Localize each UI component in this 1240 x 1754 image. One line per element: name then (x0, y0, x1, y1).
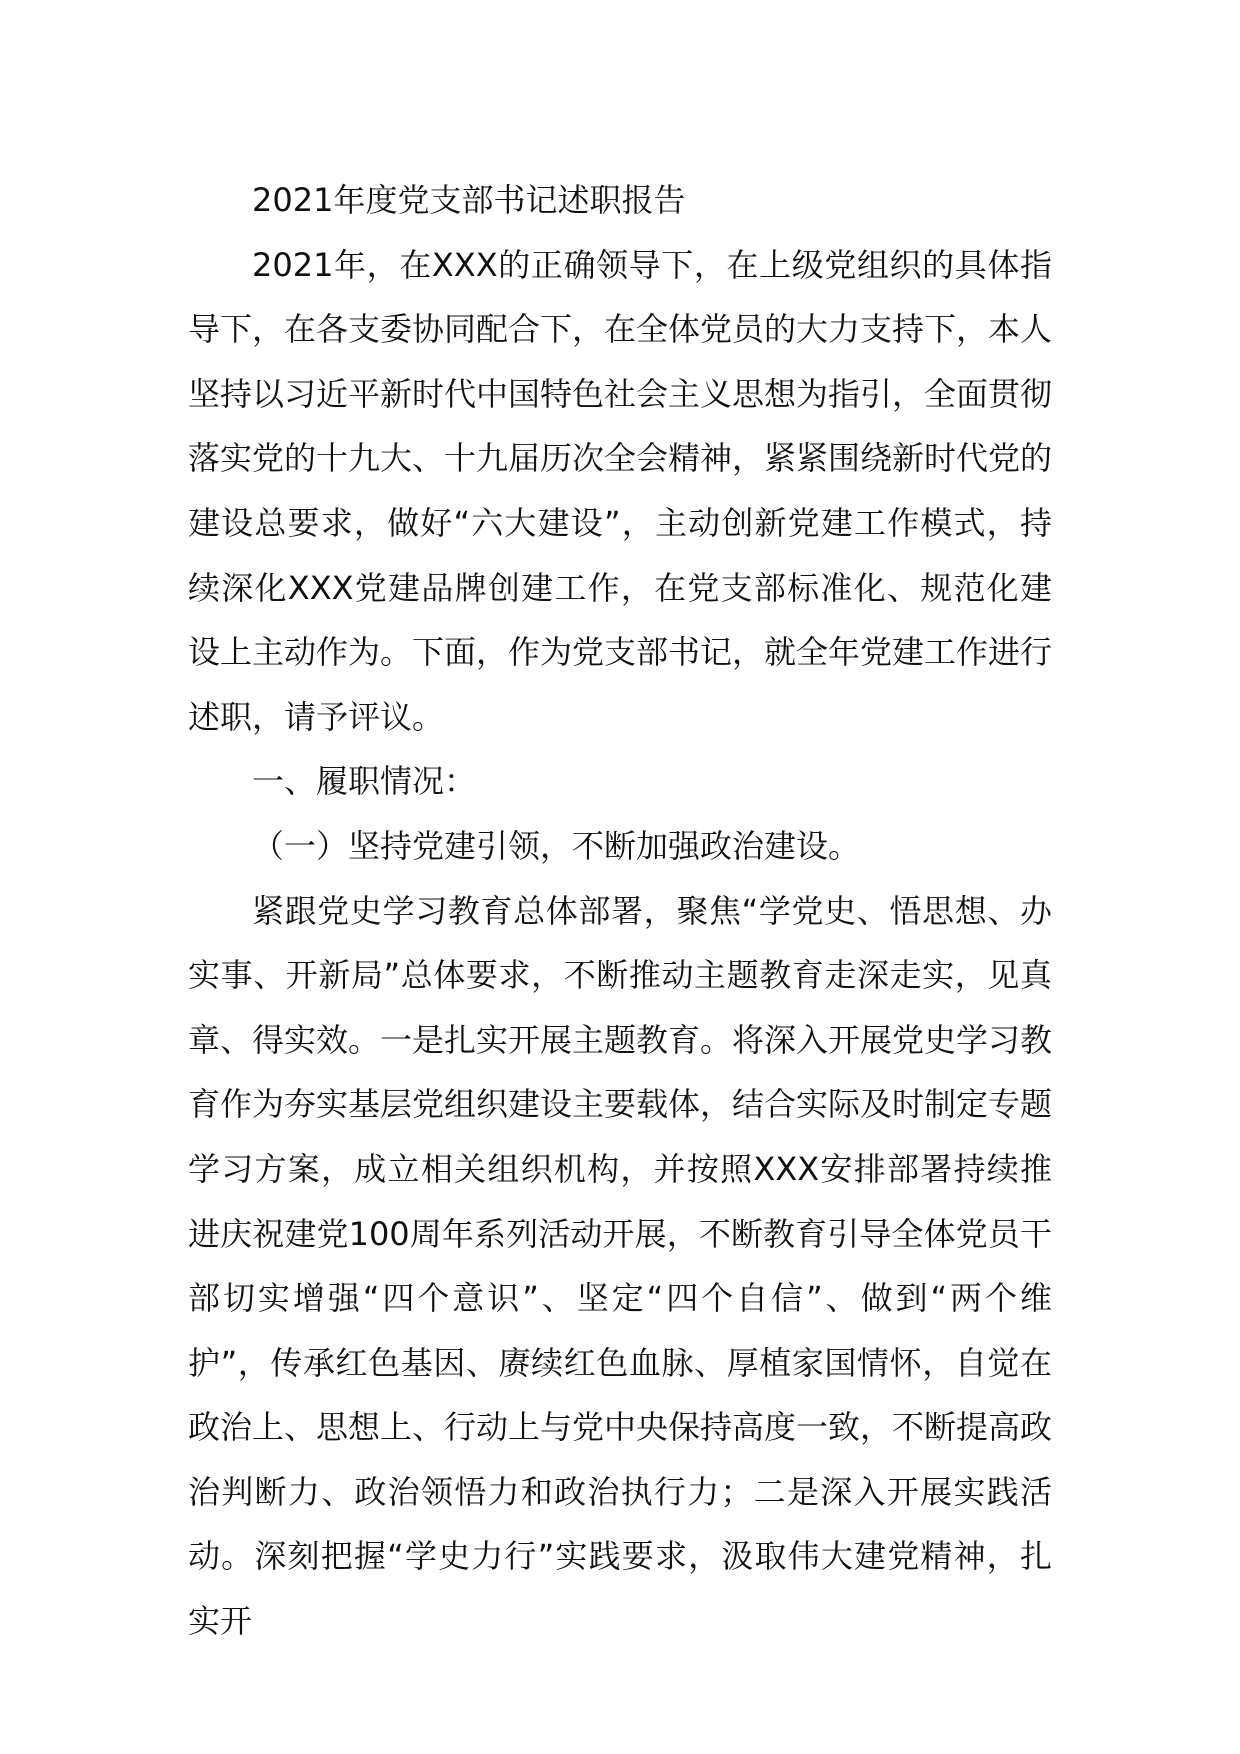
body-paragraph: 紧跟党史学习教育总体部署，聚焦“学党史、悟思想、办实事、开新局”总体要求，不断推动主题教育走深走实，见真章、得实效。一是扎实开展主题教育。将深入开展党史学习教育作为夯实基层党组织建设主要载体，结合实际及时制定专题学习方案，成立相关组织机构，并按照XXX安排部署持续推进庆祝建党100周年系列活动开展，不断教育引导全体党员干部切实增强“四个意识”、坚定“四个自信”、做到“两个维护”，传承红色基因、赓续红色血脉、厚植家国情怀，自觉在政治上、思想上、行动上与党中央保持高度一致，不断提高政治判断力、政治领悟力和政治执行力；二是深入开展实践活动。深刻把握“学史力行”实践要求，汲取伟大建党精神，扎实开 (188, 891, 1053, 1641)
document-content (188, 168, 1052, 1654)
section-heading-duties: 一、履职情况： (252, 762, 477, 801)
document-title: 2021年度党支部书记述职报告 (252, 181, 686, 219)
subsection-heading-political-building: （一）坚持党建引领，不断加强政治建设。 (252, 826, 861, 865)
intro-paragraph: 2021年，在XXX的正确领导下，在上级党组织的具体指导下，在各支委协同配合下，在全体党员的大力支持下，本人坚持以习近平新时代中国特色社会主义思想为指引，全面贯彻落实党的十九大、十九届历次全会精神，紧紧围绕新时代党的建设总要求，做好“六大建设”，主动创新党建工作模式，持续深化XXX党建品牌创建工作，在党支部标准化、规范化建设上主动作为。下面，作为党支部书记，就全年党建工作进行述职，请予评议。 (188, 245, 1053, 736)
